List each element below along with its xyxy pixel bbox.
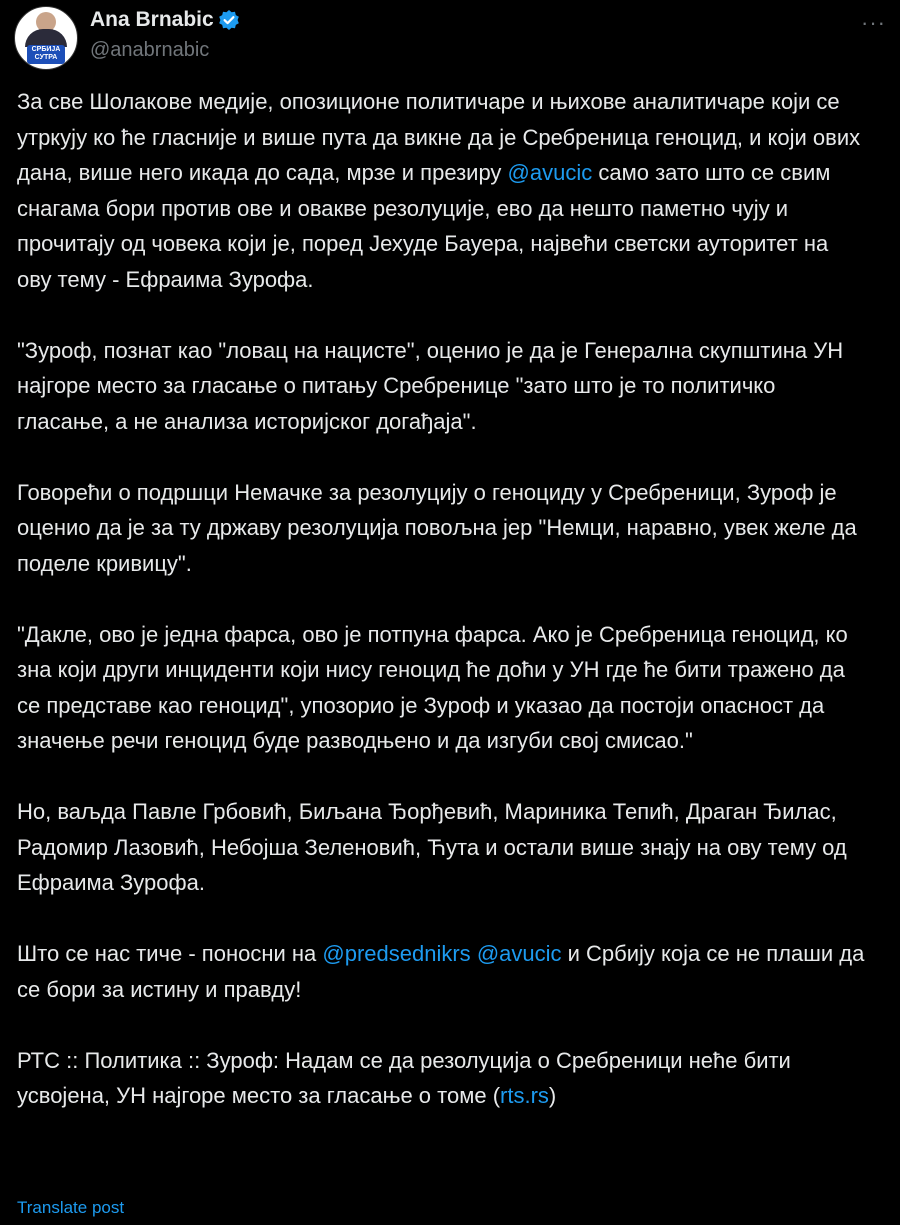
link-rts[interactable]: rts.rs	[500, 1083, 549, 1108]
author-display-name[interactable]: Ana Brnabic	[90, 8, 214, 31]
author-handle[interactable]: @anabrnabic	[90, 39, 210, 61]
tweet-paragraph-6	[17, 936, 867, 1007]
more-options-icon[interactable]: ···	[861, 10, 886, 35]
avatar-badge: СРБИЈА СУТРА	[27, 45, 65, 64]
mention-avucic[interactable]: @avucic	[476, 941, 562, 966]
mention-predsednikrs[interactable]: @predsednikrs	[322, 941, 471, 966]
tweet-paragraph-7	[17, 1043, 867, 1114]
text-segment: Што се нас тиче - поносни на	[17, 941, 323, 966]
tweet-paragraph-5: Но, ваљда Павле Грбовић, Биљана Ђорђевић, Мариника Тепић, Драган Ђилас, Радомир Лазовић, Небојша Зеленовић, Ћута и остали више знају на ову тему од Ефраима Зурофа.	[17, 799, 847, 895]
tweet-text	[17, 84, 867, 1114]
mention-avucic[interactable]: @avucic	[507, 160, 593, 185]
text-segment: За све Шолакове медије, опозиционе политичаре и њихове аналитичаре који се утркују ко ће гласније и више пута да викне да је Сребреница геноцид, и који ових дана, више него икада до сада, мрзе и презиру	[17, 89, 861, 185]
text-segment: РТС :: Политика :: Зуроф: Надам се да резолуција о Сребреници неће бити усвојена, УН најгоре место за гласање о томе (	[17, 1047, 791, 1108]
text-segment: и Србију која се не плаши да се бори за истину и правду!	[17, 941, 865, 1002]
text-segment: )	[548, 1083, 557, 1108]
verified-badge-icon	[218, 9, 240, 31]
tweet-paragraph-1	[17, 84, 867, 297]
tweet-paragraph-3: Говорећи о подршци Немачке за резолуцију о геноциду у Сребреници, Зуроф је оценио да је за ту државу резолуција повољна јер "Немци, наравно, увек желе да поделе кривицу".	[17, 479, 857, 576]
tweet-header	[14, 6, 886, 76]
avatar[interactable]	[14, 6, 78, 70]
tweet-paragraph-2: "Зуроф, познат као "ловац на нацисте", оценио је да је Генерална скупштина УН најгоре место за гласање о питању Сребренице "зато што је то политичко гласање, а не анализа историјског догађаја".	[17, 337, 844, 434]
text-segment: само зато што се свим снагама бори против ове и овакве резолуције, ево да нешто паметно чују и прочитају од човека који је, поред Јехуде Бауера, највећи светски ауторитет на ову тему - Ефраима Зурофа.	[17, 160, 831, 292]
author-name-row	[90, 8, 240, 32]
translate-post-link[interactable]: Translate post	[17, 1198, 125, 1217]
tweet-paragraph-4: "Дакле, ово је једна фарса, ово је потпуна фарса. Ако је Сребреница геноцид, ко зна који други инциденти који нису геноцид ће доћи у УН где ће бити тражено да се представе као геноцид", упозорио је Зуроф и указао да постоји опасност да значење речи геноцид буде разводњено и да изгуби свој смисао."	[17, 621, 848, 753]
